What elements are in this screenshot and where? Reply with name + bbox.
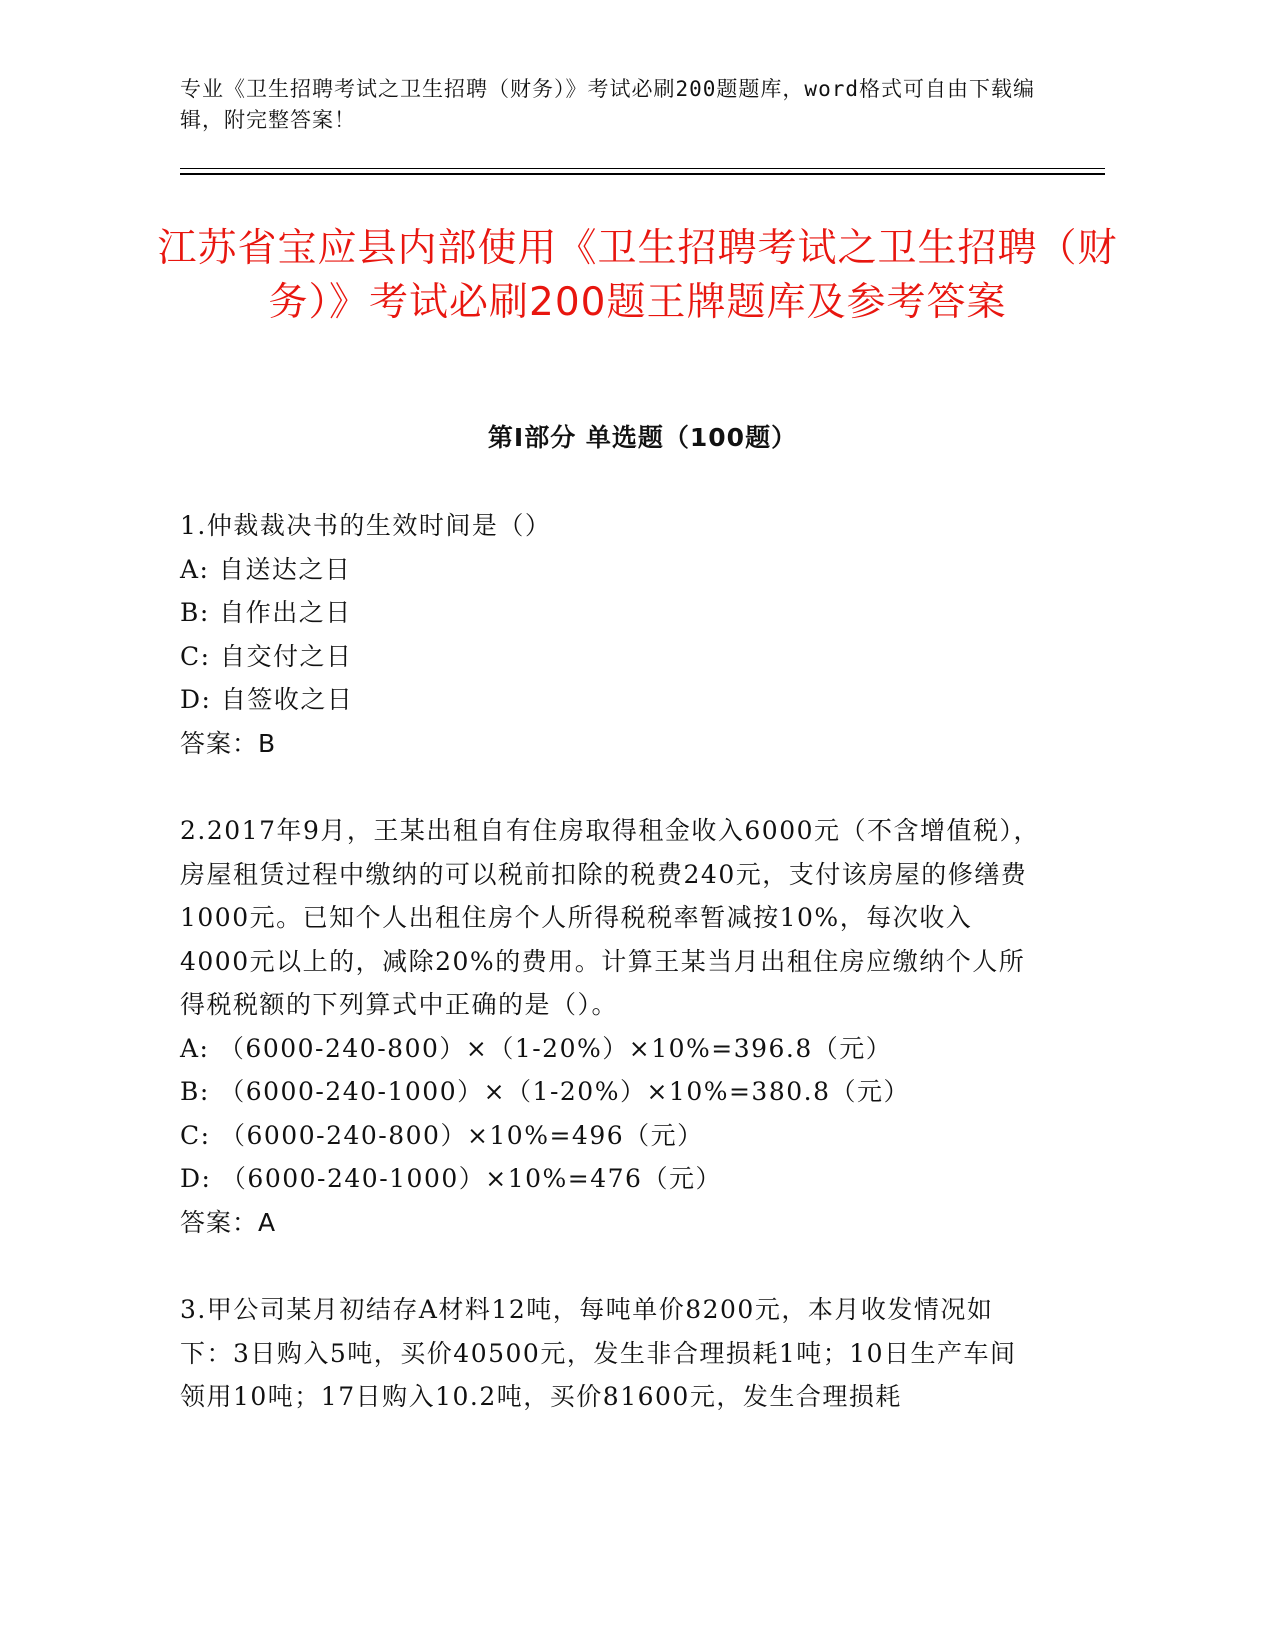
option-b: B: （6000-240-1000）×（1-20%）×10%=380.8（元）: [180, 1077, 910, 1106]
question-1: [180, 504, 1040, 765]
option-d: D: 自签收之日: [180, 685, 354, 714]
option-b: B: 自作出之日: [180, 598, 352, 627]
option-a: A: （6000-240-800）×（1-20%）×10%=396.8（元）: [180, 1033, 893, 1063]
header-divider-thin: [180, 168, 1105, 169]
answer: 答案：B: [180, 728, 277, 758]
question-3: [180, 1288, 1040, 1419]
option-c: C: 自交付之日: [180, 641, 353, 671]
header-divider-thick: [180, 173, 1105, 175]
question-2: [180, 809, 1040, 1244]
option-d: D: （6000-240-1000）×10%=476（元）: [180, 1164, 722, 1193]
question-text: 3.甲公司某月初结存A材料12吨，每吨单价8200元，本月收发情况如下：3日购入5吨，买价40500元，发生非合理损耗1吨；10日生产车间领用10吨；17日购入10.2吨，买价81600元，发生合理损耗: [180, 1295, 1017, 1411]
question-text: 2.2017年9月，王某出租自有住房取得租金收入6000元（不含增值税），房屋租赁过程中缴纳的可以税前扣除的税费240元，支付该房屋的修缮费1000元。已知个人出租住房个人所得税税率暂减按10%，每次收入4000元以上的，减除20%的费用。计算王某当月出租住房应缴纳个人所得税税额的下列算式中正确的是（）。: [180, 816, 1041, 1019]
question-text: 1.仲裁裁决书的生效时间是（）: [180, 511, 552, 540]
option-c: C: （6000-240-800）×10%=496（元）: [180, 1120, 704, 1150]
question-list: [180, 504, 1040, 1463]
section-title: 第Ⅰ部分 单选题（100题）: [487, 423, 798, 452]
header-note: 专业《卫生招聘考试之卫生招聘（财务）》考试必刷200题题库，word格式可自由下载编辑，附完整答案！: [180, 77, 1035, 132]
answer: 答案：A: [180, 1207, 277, 1237]
document-title: 江苏省宝应县内部使用《卫生招聘考试之卫生招聘（财务）》考试必刷200题王牌题库及参考答案: [157, 226, 1118, 325]
option-a: A: 自送达之日: [180, 554, 352, 584]
